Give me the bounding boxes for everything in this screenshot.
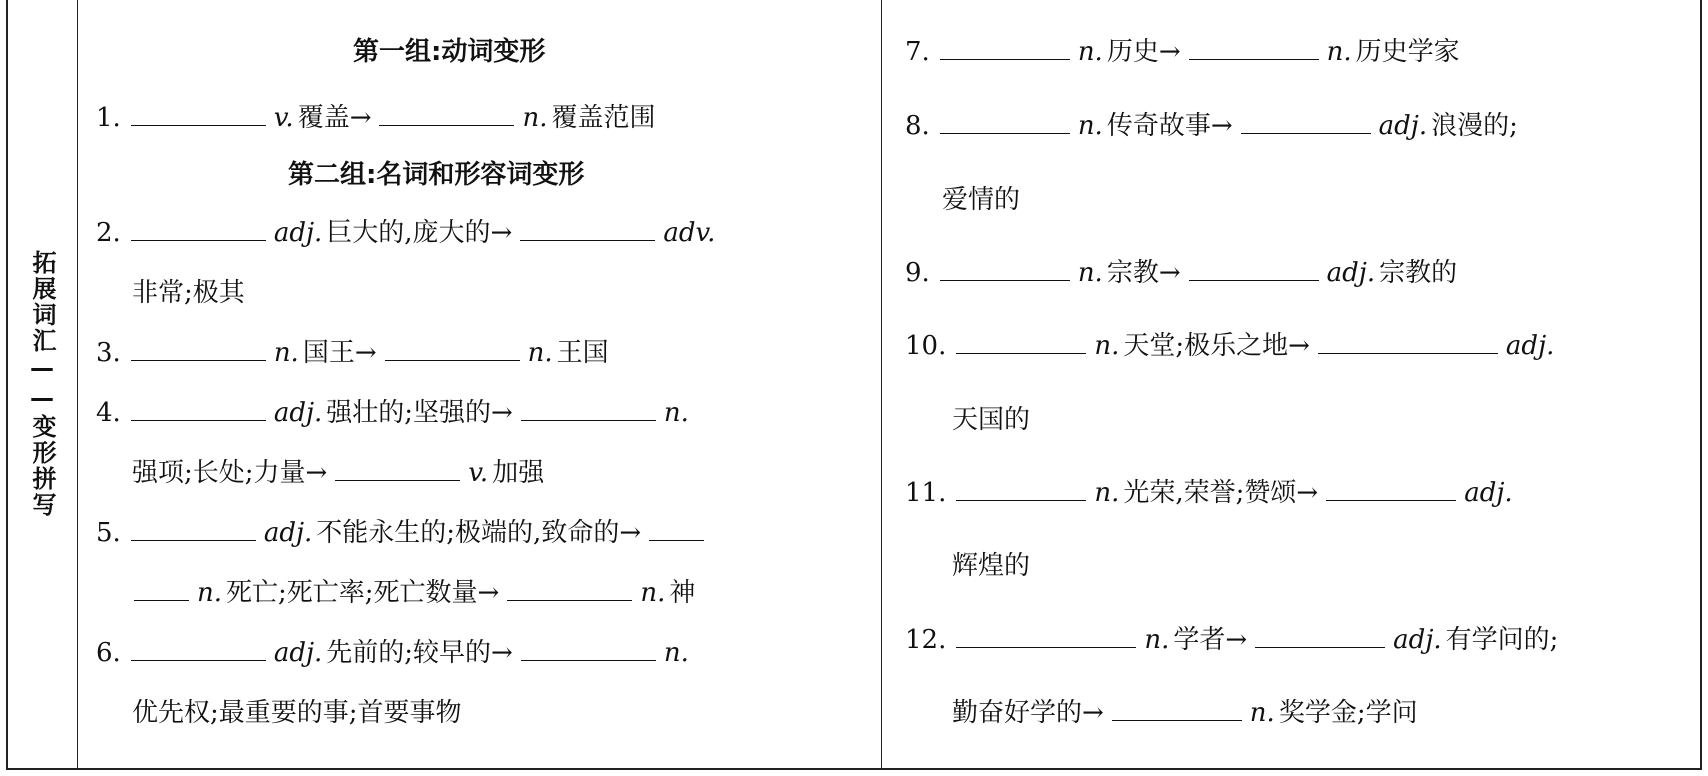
answer-blank[interactable] (649, 514, 704, 541)
answer-blank[interactable] (131, 394, 266, 421)
exercise-sheet (6, 0, 1702, 770)
list-item: 7. n. 历史→ n. 历史学家 (905, 32, 1460, 72)
side-panel (8, 0, 78, 768)
answer-blank[interactable] (335, 454, 460, 481)
answer-blank[interactable] (134, 574, 189, 601)
answer-blank[interactable] (521, 634, 656, 661)
answer-blank[interactable] (1318, 327, 1498, 354)
answer-blank[interactable] (507, 574, 632, 601)
item-continuation: n. 死亡;死亡率;死亡数量→ n. 神 (126, 573, 695, 613)
list-item: 2. adj. 巨大的,庞大的→ adv. (96, 213, 719, 253)
answer-blank[interactable] (131, 214, 266, 241)
answer-blank[interactable] (1189, 33, 1319, 60)
list-item: 5. adj. 不能永生的;极端的,致命的→ (96, 513, 712, 553)
answer-blank[interactable] (521, 394, 656, 421)
item-continuation: 爱情的 (942, 185, 1021, 215)
item-continuation: 勤奋好学的→ n. 奖学金;学问 (952, 693, 1418, 733)
list-item: 10. n. 天堂;极乐之地→ adj. (905, 326, 1558, 366)
item-continuation: 天国的 (952, 405, 1031, 435)
answer-blank[interactable] (1112, 694, 1242, 721)
answer-blank[interactable] (385, 334, 520, 361)
answer-blank[interactable] (956, 327, 1086, 354)
side-label: 拓展词汇——变形拼写 (28, 250, 56, 518)
answer-blank[interactable] (940, 254, 1070, 281)
column-divider (881, 0, 882, 768)
answer-blank[interactable] (1241, 107, 1371, 134)
item-continuation: 优先权;最重要的事;首要事物 (132, 698, 462, 728)
group2-heading: 第二组:名词和形容词变形 (288, 160, 585, 190)
item-continuation: 非常;极其 (132, 278, 245, 308)
group1-heading: 第一组:动词变形 (353, 37, 546, 67)
answer-blank[interactable] (1255, 621, 1385, 648)
answer-blank[interactable] (1326, 474, 1456, 501)
item-continuation: 强项;长处;力量→ v. 加强 (132, 453, 544, 493)
answer-blank[interactable] (131, 514, 256, 541)
list-item: 6. adj. 先前的;较早的→ n. (96, 633, 693, 673)
answer-blank[interactable] (940, 33, 1070, 60)
item-continuation: 辉煌的 (952, 551, 1031, 581)
answer-blank[interactable] (1189, 254, 1319, 281)
answer-blank[interactable] (131, 334, 266, 361)
answer-blank[interactable] (956, 474, 1086, 501)
list-item: 4. adj. 强壮的;坚强的→ n. (96, 393, 693, 433)
list-item: 8. n. 传奇故事→ adj. 浪漫的; (905, 106, 1518, 146)
list-item: 9. n. 宗教→ adj. 宗教的 (905, 253, 1457, 293)
list-item: 12. n. 学者→ adj. 有学问的; (905, 620, 1558, 660)
answer-blank[interactable] (940, 107, 1070, 134)
list-item: 3. n. 国王→ n. 王国 (96, 333, 609, 373)
answer-blank[interactable] (131, 634, 266, 661)
answer-blank[interactable] (379, 99, 514, 126)
list-item: 1. v. 覆盖→ n. 覆盖范围 (96, 98, 656, 138)
answer-blank[interactable] (520, 214, 655, 241)
answer-blank[interactable] (956, 621, 1136, 648)
answer-blank[interactable] (131, 99, 266, 126)
list-item: 11. n. 光荣,荣誉;赞颂→ adj. (905, 473, 1517, 513)
